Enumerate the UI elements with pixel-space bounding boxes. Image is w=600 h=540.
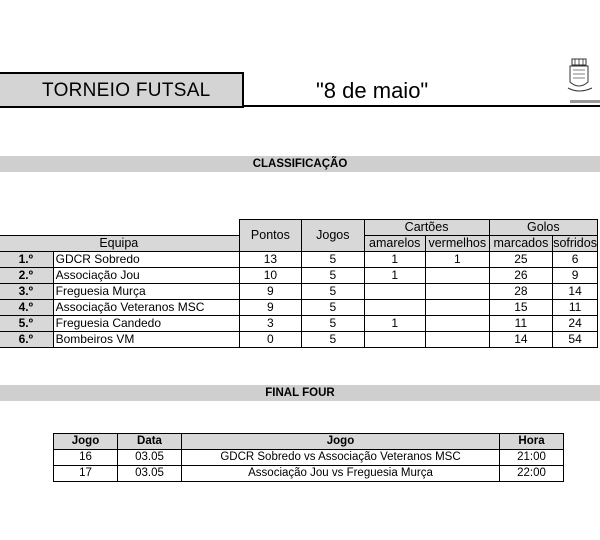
amarelos-cell: 1 — [364, 316, 425, 332]
sofridos-cell: 9 — [553, 268, 598, 284]
match-cell: Associação Jou vs Freguesia Murça — [182, 466, 500, 482]
col-jogo-num: Jogo — [54, 434, 118, 450]
page-subtitle: "8 de maio" — [316, 78, 429, 103]
pontos-cell: 13 — [239, 252, 302, 268]
rank-cell: 2.º — [0, 268, 53, 284]
table-row — [0, 300, 598, 316]
amarelos-cell — [364, 284, 425, 300]
classification-table — [0, 219, 598, 348]
pontos-cell: 9 — [239, 284, 302, 300]
team-cell: Associação Jou — [53, 268, 239, 284]
rank-cell: 1.º — [0, 252, 53, 268]
marcados-cell: 14 — [489, 332, 553, 348]
col-jogo: Jogo — [182, 434, 500, 450]
team-cell: GDCR Sobredo — [53, 252, 239, 268]
rank-cell: 6.º — [0, 332, 53, 348]
jogos-cell: 5 — [302, 332, 364, 348]
sofridos-cell: 54 — [553, 332, 598, 348]
date-cell: 03.05 — [118, 450, 182, 466]
table-row — [54, 450, 564, 466]
date-cell: 03.05 — [118, 466, 182, 482]
team-cell: Freguesia Murça — [53, 284, 239, 300]
table-row — [54, 466, 564, 482]
vermelhos-cell — [425, 316, 489, 332]
sofridos-cell: 14 — [553, 284, 598, 300]
amarelos-cell — [364, 332, 425, 348]
table-row — [0, 284, 598, 300]
table-row — [0, 332, 598, 348]
vermelhos-cell — [425, 332, 489, 348]
marcados-cell: 11 — [489, 316, 553, 332]
rank-cell: 3.º — [0, 284, 53, 300]
jogos-cell: 5 — [302, 268, 364, 284]
team-cell: Associação Veteranos MSC — [53, 300, 239, 316]
classification-section-bar: CLASSIFICAÇÃO — [0, 156, 600, 172]
final-four-table — [53, 433, 564, 482]
game-number-cell: 16 — [54, 450, 118, 466]
marcados-cell: 25 — [489, 252, 553, 268]
table-row — [0, 252, 598, 268]
col-data: Data — [118, 434, 182, 450]
rank-cell: 4.º — [0, 300, 53, 316]
pontos-cell: 10 — [239, 268, 302, 284]
rank-cell: 5.º — [0, 316, 53, 332]
sofridos-cell: 24 — [553, 316, 598, 332]
game-number-cell: 17 — [54, 466, 118, 482]
col-jogos: Jogos — [302, 220, 364, 252]
marcados-cell: 15 — [489, 300, 553, 316]
header-divider — [244, 105, 600, 107]
jogos-cell: 5 — [302, 300, 364, 316]
sofridos-cell: 11 — [553, 300, 598, 316]
vermelhos-cell — [425, 300, 489, 316]
pontos-cell: 0 — [239, 332, 302, 348]
table-row — [0, 316, 598, 332]
jogos-cell: 5 — [302, 252, 364, 268]
col-pontos: Pontos — [239, 220, 302, 252]
table-row — [0, 268, 598, 284]
pontos-cell: 9 — [239, 300, 302, 316]
amarelos-cell — [364, 300, 425, 316]
vermelhos-cell — [425, 268, 489, 284]
jogos-cell: 5 — [302, 284, 364, 300]
marcados-cell: 26 — [489, 268, 553, 284]
pontos-cell: 3 — [239, 316, 302, 332]
col-amarelos: amarelos — [364, 236, 425, 252]
match-cell: GDCR Sobredo vs Associação Veteranos MSC — [182, 450, 500, 466]
col-marcados: marcados — [489, 236, 553, 252]
col-vermelhos: vermelhos — [425, 236, 489, 252]
municipal-crest-icon — [566, 56, 600, 106]
title-box — [0, 72, 244, 108]
vermelhos-cell: 1 — [425, 252, 489, 268]
col-hora: Hora — [500, 434, 564, 450]
col-cartoes: Cartões — [364, 220, 489, 236]
vermelhos-cell — [425, 284, 489, 300]
marcados-cell: 28 — [489, 284, 553, 300]
col-golos: Golos — [489, 220, 597, 236]
amarelos-cell: 1 — [364, 268, 425, 284]
sofridos-cell: 6 — [553, 252, 598, 268]
time-cell: 21:00 — [500, 450, 564, 466]
page-title: TORNEIO FUTSAL — [42, 80, 211, 101]
jogos-cell: 5 — [302, 316, 364, 332]
col-equipa: Equipa — [0, 236, 239, 252]
team-cell: Bombeiros VM — [53, 332, 239, 348]
col-sofridos: sofridos — [553, 236, 597, 250]
team-cell: Freguesia Candedo — [53, 316, 239, 332]
amarelos-cell: 1 — [364, 252, 425, 268]
time-cell: 22:00 — [500, 466, 564, 482]
final-four-section-bar: FINAL FOUR — [0, 385, 600, 401]
